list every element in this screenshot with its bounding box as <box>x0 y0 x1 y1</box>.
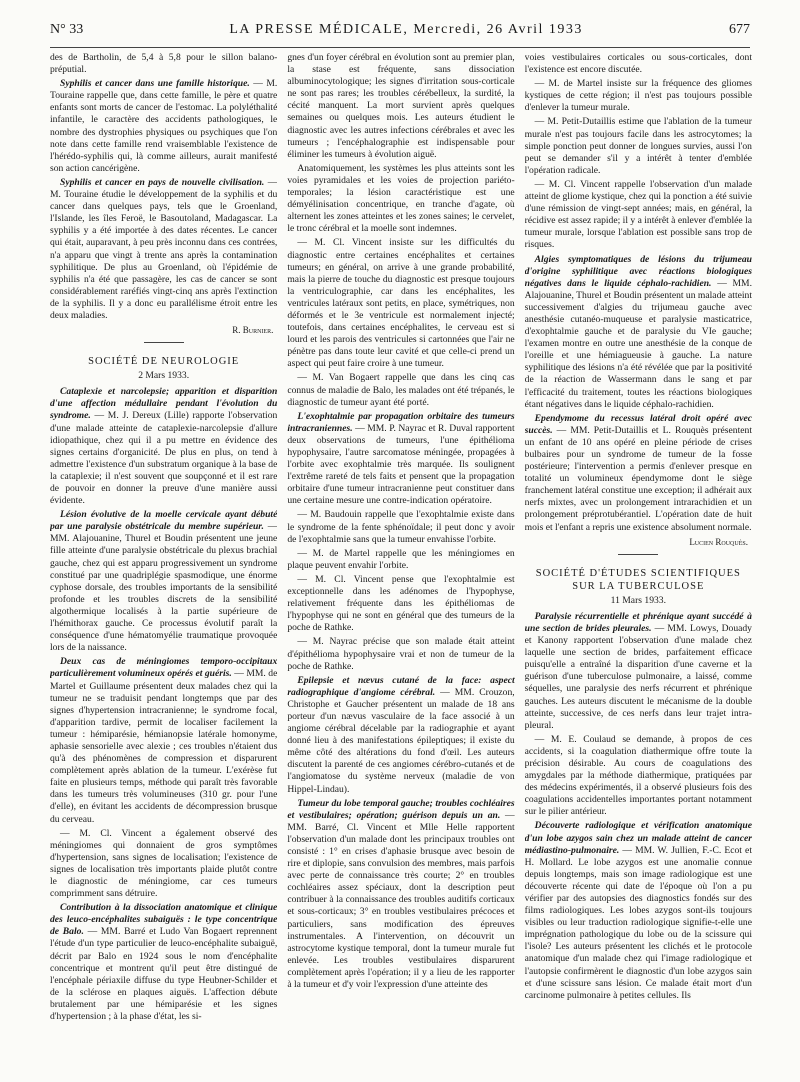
abstract-body: — MM. Barré, Cl. Vincent et Mlle Helle rapportent l'observation d'un malade dont les principaux troubles ont consisté : 1° en crises d'aphasie brusque avec besoin de rire et diplopie, sans convulsion des membres, mais parfois avec perte de connaissance très courte; 2° en troubles cochléaires assez spéciaux, dont la description peut contribuer à la connaissance des troubles auditifs corticaux et sous-corticaux; 3° en troubles vestibulaires précoces et particuliers, sans modification des épreuves instrumentales. A l'intervention, on découvrit un astrocytome kystique temporal, dont la tumeur murale fut enlevée. Les troubles vestibulaires disparurent complètement après l'opération; il y a lieu de les rapporter à la tumeur et d'y voir l'expression d'une atteinte des <box>287 809 515 991</box>
paragraph: — M. Cl. Vincent a également observé des méningiomes qui donnaient de gros symptômes d'hypertension, sans signes de localisation; l'existence de signes de localisation très importants plaide plutôt contre le diagnostic de méningiome, car ces tumeurs comprimment sans détruire. <box>50 827 278 900</box>
paragraph: — M. Cl. Vincent rappelle l'observation d'un malade atteint de gliome kystique, chez qui la ponction a été suivie d'une rémission de vingt-sept années; mais, en général, la récidive est assez rapide; il y a intérêt à enlever d'emblée la tumeur murale, lorsque l'ablation est possible sans trop de risques. <box>524 178 752 251</box>
paragraph: des de Bartholin, de 5,4 à 5,8 pour le sillon balano-préputial. <box>50 52 278 76</box>
section-date: 2 Mars 1933. <box>138 370 190 382</box>
section-title <box>525 567 752 593</box>
author-signature: Lucien Rouquès. <box>689 536 748 547</box>
abstract-body: — M. J. Dereux (Lille) rapporte l'observation d'une malade atteinte de cataplexie-narcolepsie d'allure idiopathique, chez qui il a pu mettre en évidence des signes certains d'organicité. De plus en plus, on tend à admettre l'existence d'un substratum organique à la base de la cataplexie; il n'est souvent que soupçonné et il est rare de pouvoir en donner la preuve d'une manière aussi évidente. <box>50 410 278 507</box>
abstract-heading: Algies symptomatiques de lésions du trijumeau d'origine syphilitique avec réactions biologiques négatives dans le liquide céphalo-rachidien. <box>524 253 752 289</box>
abstract-heading: L'exophtalmie par propagation orbitaire des tumeurs intracraniennes. <box>287 410 515 434</box>
abstract-heading: Syphilis et cancer dans une famille historique. <box>60 78 250 90</box>
page-header <box>50 22 750 48</box>
abstract-body: — MM. Crouzon, Christophe et Gaucher présentent un malade de 18 ans porteur d'un nævus vasculaire de la face associé à un angiome cérébral décelable par la radiographie et ayant donné lieu à des manifestations épileptiques; il existe du même côté des altérations du fond d'œil. Les auteurs discutent la parenté de ces angiomes cérébro-cutanés et de l'angiomatose du système nerveux (maladie de von Hippel-Lindau). <box>287 686 515 795</box>
abstract-heading: Deux cas de méningiomes temporo-occipitaux particulièrement volumineux opérés et guéris. <box>50 656 278 680</box>
paragraph <box>50 656 277 825</box>
paragraph: — M. Cl. Vincent insiste sur les difficultés du diagnostic entre certaines encéphalites et certaines tumeurs; en général, on arrive à une grande probabilité, mais la pierre de touche du diagnostic est presque toujours la ventriculographie, car dans les encéphalites, les ventricules latéraux sont petits, en place, symétriques, non déformés et le 3e ventricule est normalement injecté; toutefois, dans certaines encéphalites, le cerveau est si lourd et les parois des ventricules si cartonnées que l'air ne pénètre pas dans toute leur cavité et que celle-ci prend un aspect qui peut faire croire à une tumeur. <box>287 237 515 370</box>
section-title-line: SOCIÉTÉ D'ÉTUDES SCIENTIFIQUES <box>535 567 741 579</box>
paragraph <box>287 411 514 508</box>
paragraph <box>50 386 277 507</box>
paragraph <box>50 902 277 1023</box>
abstract-heading: Cataplexie et narcolepsie; apparition et disparition d'une affection médullaire pendant l'évolution du syndrome. <box>50 386 278 422</box>
paragraph: — M. Baudouin rappelle que l'exophtalmie existe dans le syndrome de la fente sphénoïdale; il peut donc y avoir de l'exophtalmie sans que la tumeur envahisse l'orbite. <box>287 509 515 545</box>
abstract-heading: Contribution à la dissociation anatomique et clinique des leuco-encéphalites subaiguës : le type concentrique de Balo. <box>50 902 278 938</box>
abstract-heading: Tumeur du lobe temporal gauche; troubles cochléaires et vestibulaires; opération; guérison depuis un an. <box>287 797 515 821</box>
abstract-heading: Découverte radiologique et vérification anatomique d'un lobe azygos sain chez un malade atteint de cancer médiastino-pulmonaire. <box>524 820 752 856</box>
section-title-line: SUR LA TUBERCULOSE <box>572 580 705 592</box>
paragraph: — M. Van Bogaert rappelle que dans les cinq cas connus de maladie de Balo, les malades ont été trépanés, le diagnostic de tumeur ayant été porté. <box>287 372 515 408</box>
abstract-body: — MM. de Martel et Guillaume présentent deux malades chez qui la tumeur ne se traduisit pendant longtemps que par des signes d'hypertension intracranienne; le syndrome focal, d'apparition tardive, permit de localiser facilement la tumeur : hémiparésie, hémianopsie latérale homonyme, aphasie sensorielle avec alexie ; ces troubles n'étaient dus qu'à des phénomènes de compression et disparurent complètement après ablation de la tumeur. L'exérèse fut faite en plusieurs temps, méthode qui paraît très favorable dans les tumeurs très volumineuses (310 gr. pour l'une d'elle), en évitant les accidents de décompression brusque du cerveau. <box>50 668 278 825</box>
abstract-body: — MM. Alajouanine, Thurel et Boudin présentent une jeune fille atteinte d'une paralysie obstétricale du plexus brachial gauche, chez qui est apparu progressivement un syndrome constitué par une quadriplégie spasmodique, une énorme cyphose dorsale, des troubles importants de la sensibilité profonde et les troubles discrets de la sensibilité algothermique localisés à la partie supérieure de l'hémithorax gauche. Ce processus évolutif paraît la conséquence d'une hématomyélie traumatique provoquée lors de la naissance. <box>50 521 278 654</box>
paragraph: gnes d'un foyer cérébral en évolution sont au premier plan, la stase est fréquente, sans dissociation albuminocytologique; les signes d'irritation sous-corticale ne sont pas rares; les troubles cérébelleux, la surdité, la cécité manquent. La mort survient après quelques semaines ou quelques mois. Les auteurs étudient le diagnostic avec les autres infections cérébrales et avec les tumeurs ; l'encéphalographie est indispensable pour éliminer les tumeurs à évolution aiguë. <box>287 52 515 160</box>
abstract-body: — MM. P. Nayrac et R. Duval rapportent deux observations de tumeurs, l'une épithélioma hypophysaire, l'autre sarcomatose méningée, propagées à l'orbite avec exophtalmie très marquée. Ils soulignent l'extrême rareté de tels faits et pensent que la propagation orbitaire d'une tumeur intracranienne peut constituer dans une certaine mesure une contre-indication opératoire. <box>287 422 515 507</box>
paragraph <box>287 798 514 992</box>
column-1 <box>50 52 277 1072</box>
journal-title: LA PRESSE MÉDICALE, Mercredi, 26 Avril 1933 <box>229 22 583 37</box>
paragraph <box>525 820 752 1001</box>
abstract-heading: Epilepsie et nævus cutané de la face: aspect radiographique d'angiome cérébral. <box>287 674 515 698</box>
abstract-heading: Paralysie récurrentielle et phrénique ayant succédé à une section de brides pleurales. <box>524 610 752 634</box>
abstract-body: — M. Touraine rappelle que, dans cette famille, le père et quatre enfants sont morts de cancer de l'estomac. La polyléthalité infantile, le caractère des accidents pathologiques, le nombre des dystrophies physiques ou psychiques que l'on note dans cette famille rend vraisemblable l'existence de l'hérédo-syphilis qui, là comme ailleurs, aurait manifesté son action cancérigène. <box>50 78 278 174</box>
abstract-body: — MM. Petit-Dutaillis et L. Rouquès présentent un enfant de 10 ans opéré en pleine période de crises bulbaires pour un syndrome de tumeur de la fosse postérieure; l'intervention a permis d'enlever presque en totalité un volumineux épendymome dont le siège franchement latéral constitue une exception; il adhérait aux nerfs mixtes, avec un prolongement intrarachidien et un prolongement préprotubérantiel. L'opération date de huit mois et l'enfant a repris une existence absolument normale. <box>524 424 752 533</box>
paragraph <box>50 78 277 175</box>
section-title: SOCIÉTÉ DE NEUROLOGIE <box>88 356 240 368</box>
paragraph <box>525 254 752 411</box>
paragraph: — M. de Martel insiste sur la fréquence des gliomes kystiques de cette région; il n'est pas toujours possible d'enlever la tumeur murale. <box>524 78 752 114</box>
paragraph <box>50 509 277 654</box>
author-signature: R. Burnier. <box>232 325 274 336</box>
paragraph <box>525 611 752 732</box>
paragraph <box>50 177 277 322</box>
page-number: 677 <box>729 22 750 37</box>
paragraph <box>525 413 752 534</box>
abstract-body: — MM. Lowys, Douady et Kanony rapportent l'observation d'une malade chez laquelle une section de brides, parfaitement efficace puisqu'elle a entraîné la disparition d'une caverne et la guérison d'une tuberculose pulmonaire, a laissé, comme séquelles, une paralysie des nerfs récurrent et phrénique gauches. Les auteurs discutent le mécanisme de la double atteinte, successive, de ces nerfs dans leur trajet intra-pleural. <box>524 622 752 731</box>
divider <box>618 554 658 555</box>
paragraph: Anatomiquement, les systèmes les plus atteints sont les voies pyramidales et les voies de projection pariéto-temporales; la lésion caractéristique est une démyélinisation concentrique, en tranche d'agate, où alternent les zones atteintes et les zones saines; le cervelet, le tronc cérébral et la moelle sont indemnes. <box>287 162 515 235</box>
abstract-heading: Lésion évolutive de la moelle cervicale ayant débuté par une paralysie obstétricale du membre supérieur. <box>50 509 278 533</box>
paragraph: voies vestibulaires corticales ou sous-corticales, dont l'existence est encore discutée. <box>524 52 752 76</box>
abstract-body: — MM. W. Jullien, F.-C. Ecot et H. Mollard. Le lobe azygos est une anomalie connue depuis longtemps, mais son image radiologique est une découverte récente qui date de l'époque où l'on a pu vérifier par des autopsies des diagnostics fondés sur des films radiologiques. Les lobes azygos sont-ils toujours visibles ou leur traduction radiologique signifie-t-elle une imprégnation pathologique du lobe ou de la scissure qui l'isole? Les auteurs présentent les clichés et le protocole anatomique d'un malade chez qui l'image radiologique et l'autopsie confirmèrent le diagnostic d'un lobe azygos sain et d'une scissure sans lésion. Ce malade était mort d'un carcinome pulmonaire à petites cellules. Ils <box>524 844 752 1001</box>
paragraph: — M. Nayrac précise que son malade était atteint d'épithélioma hypophysaire vrai et non de tumeur de la poche de Rathke. <box>287 636 515 672</box>
divider <box>144 342 184 343</box>
abstract-body: — M. Touraine étudie le développement de la syphilis et du cancer dans quelques pays, tels que le Groenland, l'Islande, les îles Feroë, le Basoutoland, Madagascar. La syphilis y a été importée à des dates récentes. Le cancer qui était, auparavant, à peu près inconnu dans ces contrées, n'a apparu que vingt à trente ans après la contamination syphilitique. De plus au Groenland, où l'épidémie de syphilis n'a été que passagère, les cas de cancer se sont considérablement raréfiés vingt-cinq ans après l'extinction de la syphilis. Il y a donc eu parallélisme étroit entre les deux maladies. <box>50 176 278 321</box>
section-date: 11 Mars 1933. <box>610 594 666 606</box>
issue-number: N° 33 <box>50 22 84 37</box>
abstract-heading: Ependymome du recessus latéral droit opéré avec succès. <box>524 412 752 436</box>
article-columns <box>50 52 752 1072</box>
column-2 <box>287 52 514 1072</box>
abstract-heading: Syphilis et cancer en pays de nouvelle civilisation. <box>60 176 265 188</box>
abstract-body: — MM. Barré et Ludo Van Bogaert reprennent l'étude d'un type particulier de leuco-encéphalite subaiguë, décrit par Balo en 1924 sous le nom d'encéphalite concentrique et montrent qu'il peut être distingué de l'encéphale périaxile diffuse du type Heubner-Schilder et de la sclérose en plaques aiguës. L'affection débute brutalement par une hémiparésie et les signes d'hypertension ; à la phase d'état, les si- <box>50 926 278 1023</box>
paragraph: — M. Petit-Dutaillis estime que l'ablation de la tumeur murale n'est pas toujours facile dans les astrocytomes; la simple ponction peut donner de longues survies, aussi l'on peut se demander s'il y a intérêt à tenter d'emblée l'opération radicale. <box>524 116 752 176</box>
paragraph: — M. E. Coulaud se demande, à propos de ces accidents, si la coagulation diathermique offre toute la précision désirable. Au cours de coagulations des amygdales par la méthode diathermique, pratiquées par des médecins expérimentés, il a observé plusieurs fois des coagulations accidentelles importantes portant notamment sur le pilier antérieur. <box>524 733 752 818</box>
paragraph <box>287 675 514 796</box>
paragraph: — M. de Martel rappelle que les méningiomes en plaque peuvent envahir l'orbite. <box>287 547 515 571</box>
abstract-body: — MM. Alajouanine, Thurel et Boudin présentent un malade atteint successivement d'algies du trijumeau gauche avec anesthésie cutanéo-muqueuse et paralysie masticatrice, d'exophtalmie gauche et de paralysie du VIe gauche; l'examen montre en outre une anesthésie de la conque de l'oreille et une hémiagueusie à gauche. La nature syphilitique des lésions n'a été révélée que par la positivité de la réaction de Wassermann dans le sang et par l'efficacité du traitement, toutes les réactions biologiques étant négatives dans le liquide céphalo-rachidien. <box>524 277 752 410</box>
paragraph: — M. Cl. Vincent pense que l'exophtalmie est exceptionnelle dans les adénomes de l'hypophyse, relativement fréquente dans les épithéliomas de l'hypophyse qui ne sont en général que des tumeurs de la poche de Rathke. <box>287 573 515 634</box>
column-3 <box>525 52 752 1072</box>
